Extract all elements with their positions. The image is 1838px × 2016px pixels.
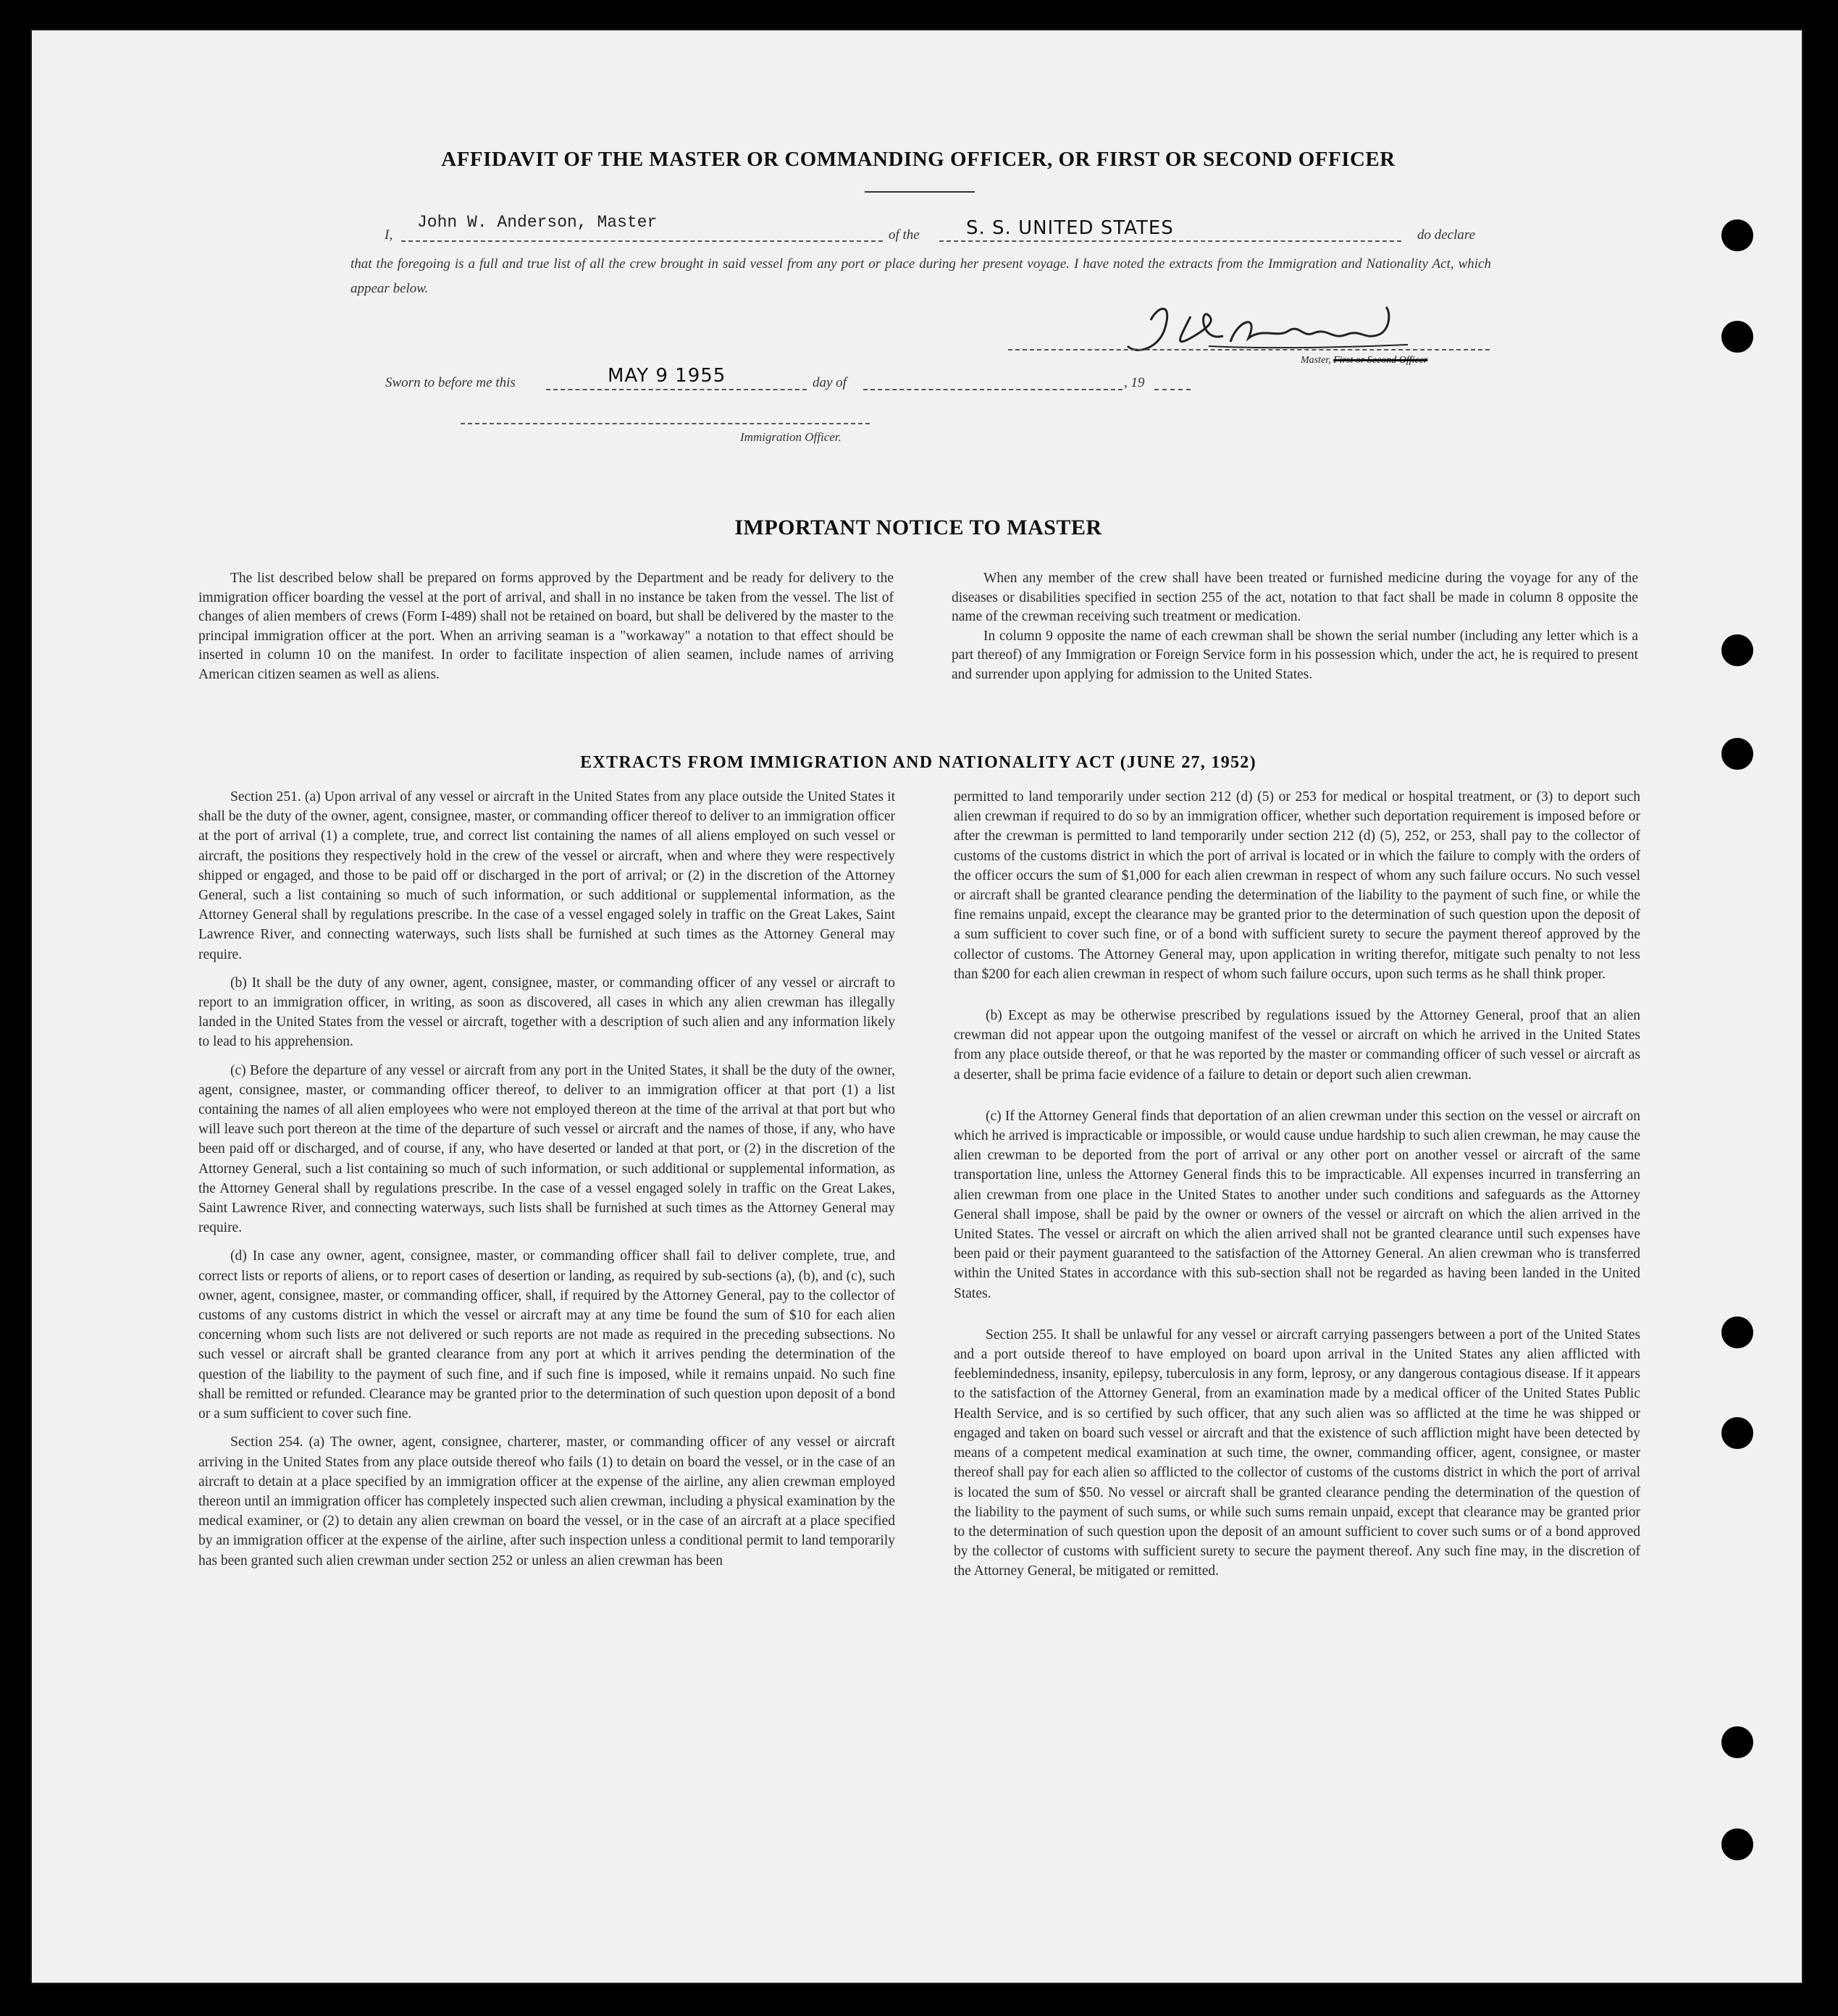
sworn-label: Sworn to before me this <box>385 375 516 390</box>
signature-line <box>1008 349 1490 350</box>
vessel-name-field[interactable]: S. S. UNITED STATES <box>966 217 1174 239</box>
binder-hole <box>1721 219 1753 251</box>
name-line <box>401 240 883 242</box>
extracts-title: EXTRACTS FROM IMMIGRATION AND NATIONALITY ACT (JUNE 27, 1952) <box>580 753 1256 772</box>
binder-hole <box>1721 1828 1753 1860</box>
day-of-label: day of <box>813 375 847 390</box>
extracts-right-column <box>954 787 1640 1582</box>
notice-left <box>198 569 894 685</box>
sworn-date-line <box>546 389 807 390</box>
officer-line <box>461 423 870 424</box>
binder-hole <box>1721 634 1753 666</box>
binder-hole <box>1721 1316 1753 1348</box>
i-label: I, <box>385 227 393 243</box>
binder-hole <box>1721 321 1753 353</box>
do-declare-label: do declare <box>1417 227 1476 243</box>
master-name-field[interactable]: John W. Anderson, Master <box>417 213 658 232</box>
document-page <box>30 29 1803 1984</box>
section-paragraph: (b) Except as may be otherwise prescribed by regulations issued by the Attorney General, proof that an alien crewman did not appear upon the outgoing manifest of the vessel or aircraft on which he arrived in the United States from any place outside thereof, or that he was reported by the master or commanding officer of such vessel or aircraft as a deserter, shall be prima facie evidence of a failure to detain or deport such alien crewman. <box>954 1008 1640 1083</box>
vessel-line <box>939 240 1401 242</box>
section-paragraph: permitted to land temporarily under section 212 (d) (5) or 253 for medical or hospital treatment, or (3) to deport such alien crewman if required to do so by an immigration officer, whether such deportation requirement is imposed before or after the crewman is permitted to land temporarily under section 212 (d) (5), 252, or 253, shall pay to the collector of customs of the customs district in which the port of arrival is located or in which the failure to comply with the orders of the officer occurs the sum of $1,000 for each alien crewman in respect of whom any such failure occurs. No such vessel or aircraft shall be granted clearance pending the determination of the liability to the payment of such fine, or while the fine remains unpaid, except the clearance may be granted prior to the determination of such question upon the deposit of a sum sufficient to cover such fine, or of a bond with sufficient surety to secure the payment thereof approved by the collector of customs. The Attorney General may, upon application in writing therefor, mitigate such penalty to not less than $200 for each alien crewman in respect of whom such failure occurs, upon such terms as he shall think proper. <box>954 789 1640 982</box>
section-paragraph: (c) If the Attorney General finds that deportation of an alien crewman under this section on the vessel or aircraft on which he arrived is impracticable or impossible, or would cause undue hardship to such alien crewman, he may cause the alien crewman to be deported from the port of arrival or any other port on another vessel or aircraft of the same transportation line, unless the Attorney General finds this to be impracticable. All expenses incurred in transferring an alien crewman from one place in the United States to another under such conditions and safeguards as the Attorney General shall impose, shall be paid by the owner or owners of the vessel or aircraft on which the alien arrived in the United States. The vessel or aircraft on which the alien arrived shall not be granted clearance until such expenses have been paid or their payment guaranteed to the satisfaction of the Attorney General. An alien crewman who is transferred within the United States in accordance with this sub-section shall not be regarded as having been landed in the United States. <box>954 1108 1640 1301</box>
year-line <box>1154 389 1191 390</box>
month-line <box>863 389 1122 390</box>
signature-caption: Master, First or Second Officer <box>1301 355 1428 366</box>
year-prefix: , 19 <box>1124 375 1145 390</box>
declaration-text: that the foregoing is a full and true list of all the crew brought in said vessel from any port or place during her present voyage. I have noted the extracts from the Immigration and Nationality Act, which appear below. <box>351 256 1491 296</box>
notice-right <box>952 569 1638 685</box>
of-the-label: of the <box>889 227 920 243</box>
section-paragraph: Section 255. It shall be unlawful for any vessel or aircraft carrying passengers between a port of the United States and a port outside thereof to have employed on board upon arrival in the United States any alien afflicted with feeblemindedness, insanity, epilepsy, tuberculosis in any form, leprosy, or any dangerous contagious disease. If it appears to the satisfaction of the Attorney General, from an examination made by a medical officer of the United States Public Health Service, and is so certified by such officer, that any such alien was so afflicted at the time he was shipped or engaged and taken on board such vessel or aircraft and that the existence of such affliction might have been detected by means of a competent medical examination at such time, the owner, commanding officer, agent, consignee, or master thereof shall pay for each alien so afflicted to the collector of customs of the customs district in which the port of arrival is located the sum of $50. No vessel or aircraft shall be granted clearance pending the determination of the question of the liability to the payment of such sums, or while such sums remain unpaid, except that clearance may be granted prior to the determination of such question upon the deposit of an amount sufficient to cover such sums or of a bond approved by the collector of customs with sufficient surety to secure the payment thereof. Any such fine may, in the discretion of the Attorney General, be mitigated or remitted. <box>954 1327 1640 1579</box>
affidavit-title: AFFIDAVIT OF THE MASTER OR COMMANDING OFFICER, OR FIRST OR SECOND OFFICER <box>441 148 1396 171</box>
immigration-officer-label: Immigration Officer. <box>740 430 842 444</box>
notice-right-paragraph: In column 9 opposite the name of each crewman shall be shown the serial number (including any letter which is a part thereof) of any Immigration or Foreign Service form in his possession which, under the act, he is required to present and surrender upon applying for admission to the United States. <box>952 628 1638 682</box>
notice-right-paragraph: When any member of the crew shall have been treated or furnished medicine during the voyage for any of the diseases or disabilities specified in section 255 of the act, notation to that fact shall be made in column 8 opposite the name of the crewman receiving such treatment or medication. <box>952 571 1638 625</box>
binder-hole <box>1721 1726 1753 1758</box>
notice-title: IMPORTANT NOTICE TO MASTER <box>734 516 1102 539</box>
section-paragraph: (c) Before the departure of any vessel or aircraft from any port in the United States, it shall be the duty of the owner, agent, consignee, master, or commanding officer thereof, to deliver to an immigration officer at that port (1) a list containing the names of all alien employees who were not employed thereon at the time of the arrival at that port but who will leave such port thereon at the time of the departure of such vessel or aircraft and the names of those, if any, who have been paid off or discharged, and of course, if any, who have deserted or landed at that port, or (2) in the discretion of the Attorney General, such a list containing so much of such information, or such additional or supplemental information, as the Attorney General shall by regulations prescribe. In the case of a vessel engaged solely in traffic on the Great Lakes, Saint Lawrence River, and connecting waterways, such lists shall be furnished at such times as the Attorney General may require. <box>198 1062 895 1236</box>
section-paragraph: (d) In case any owner, agent, consignee, master, or commanding officer shall fail to deliver complete, true, and correct lists or reports of aliens, or to report cases of desertion or landing, as required by sub-sections (a), (b), and (c), such owner, agent, consignee, master, or commanding officer, shall, if required by the Attorney General, pay to the collector of customs of any customs district in which the vessel or aircraft may at any time be found the sum of $10 for each alien concerning whom such lists are not delivered or such reports are not made as required in the preceding subsections. No such vessel or aircraft shall be granted clearance from any port at which it arrives pending the determination of the question of the liability to the payment of such fine, and if such fine is imposed, while it remains unpaid. No such fine shall be remitted or refunded. Clearance may be granted prior to the determination of such question upon deposit of a bond or a sum sufficient to cover such fine. <box>198 1248 895 1422</box>
master-signature <box>1122 298 1426 364</box>
date-stamp[interactable]: MAY 9 1955 <box>608 365 726 387</box>
section-paragraph: (b) It shall be the duty of any owner, agent, consignee, master, or commanding officer of any vessel or aircraft to report to an immigration officer, in writing, as soon as discovered, all cases in which any alien crewman has illegally landed in the United States from the vessel or aircraft, together with a description of such alien and any information likely to lead to his apprehension. <box>198 975 895 1050</box>
title-rule <box>865 191 975 193</box>
binder-hole <box>1721 1417 1753 1449</box>
extracts-left-column <box>198 787 895 1571</box>
notice-left-paragraph: The list described below shall be prepared on forms approved by the Department and be ready for delivery to the immigration officer boarding the vessel at the port of arrival, and shall in no instance be taken from the vessel. The list of changes of alien members of crews (Form I-489) shall not be retained on board, but shall be delivered by the master to the principal immigration officer at the port. When an arriving seaman is a "workaway" a notation to that effect should be inserted in column 10 on the manifest. In order to facilitate inspection of alien seamen, include names of arriving American citizen seamen as well as aliens. <box>198 571 894 682</box>
section-paragraph: Section 254. (a) The owner, agent, consignee, charterer, master, or commanding officer of any vessel or aircraft arriving in the United States from any place outside thereof who fails (1) to detain on board the vessel, or in the case of an aircraft to detain at a place specified by an immigration officer at the expense of the airline, any alien crewman employed thereon until an immigration officer has completely inspected such alien crewman, including a physical examination by the medical examiner, or (2) to detain any alien crewman on board the vessel, or in the case of an aircraft at a place specified by an immigration officer at the expense of the airline, after such inspection unless a conditional permit to land temporarily has been granted such alien crewman under section 252 or unless an alien crewman has been <box>198 1435 895 1568</box>
section-paragraph: Section 251. (a) Upon arrival of any vessel or aircraft in the United States from any place outside the United States it shall be the duty of the owner, agent, consignee, master, or commanding officer thereof to deliver to an immigration officer at the port of arrival (1) a complete, true, and correct list containing the names of all aliens employed on such vessel or aircraft, the positions they respectively hold in the crew of the vessel or aircraft, when and where they were respectively shipped or engaged, and those to be paid off or discharged in the port of arrival; or (2) in the discretion of the Attorney General, such a list containing so much of such information, or such additional or supplemental information, as the Attorney General shall by regulations prescribe. In the case of a vessel engaged solely in traffic on the Great Lakes, Saint Lawrence River, and connecting waterways, such lists shall be furnished at such times as the Attorney General may require. <box>198 789 895 962</box>
